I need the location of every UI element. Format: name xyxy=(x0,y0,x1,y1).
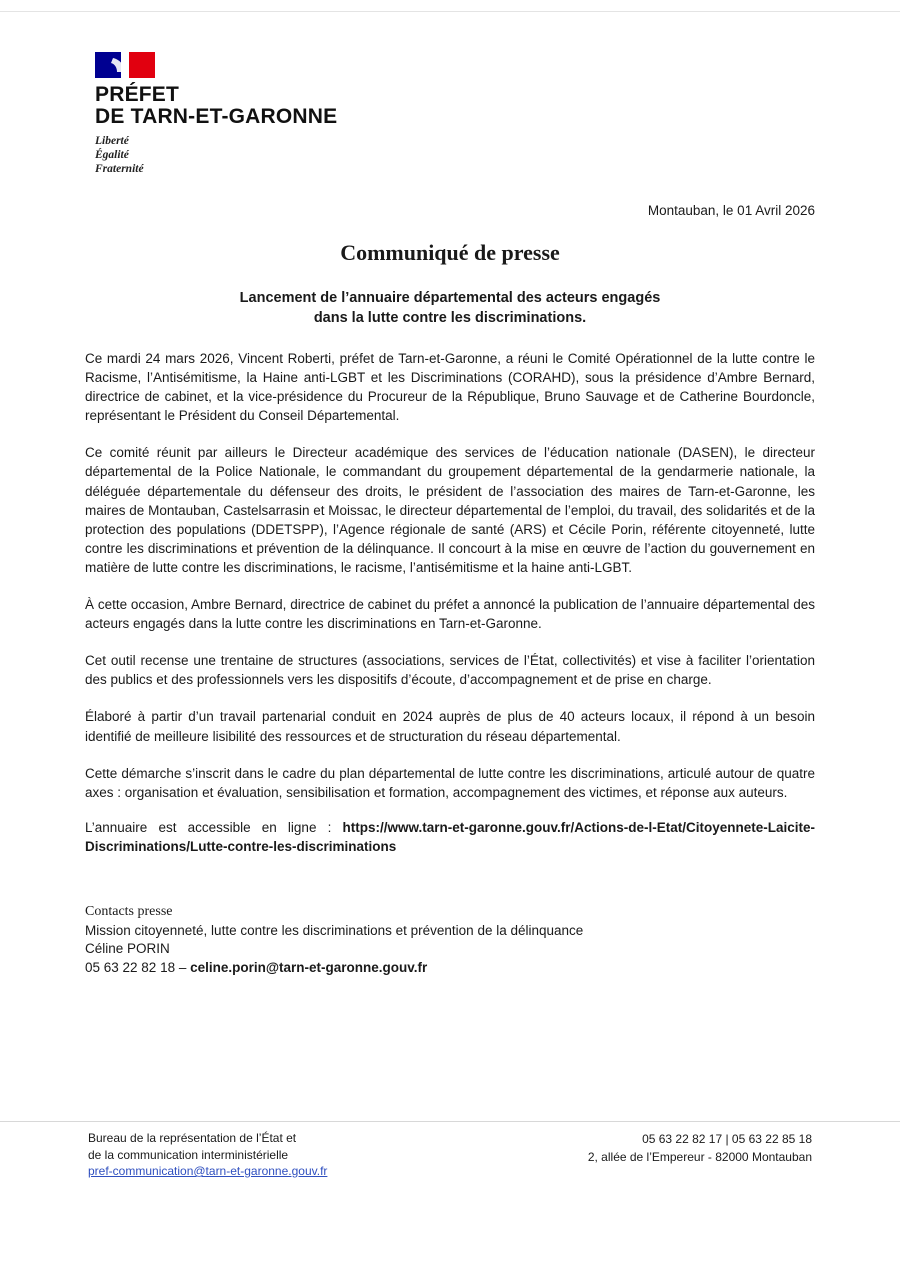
footer-contact-info xyxy=(588,1130,812,1166)
subtitle-line-1: Lancement de l’annuaire départemental des acteurs engagés xyxy=(239,290,661,306)
motto-fraternite: Fraternité xyxy=(95,163,144,175)
prefet-line-2: DE TARN-ET-GARONNE xyxy=(95,105,338,128)
footer-office xyxy=(88,1130,327,1180)
prefecture-header xyxy=(95,52,337,176)
top-divider xyxy=(0,11,900,12)
paragraph-tool-description: Cet outil recense une trentaine de structures (associations, services de l’État, collectivités) et vise à faciliter l’orientation des publics et des professionnels vers les dispositifs d’écoute, d’accompagnement et de prise en charge. xyxy=(85,653,815,688)
footer-divider xyxy=(0,1121,900,1122)
paragraph-departmental-plan: Cette démarche s’inscrit dans le cadre du plan départemental de lutte contre les discriminations, articulé autour de quatre axes : organisation et évaluation, sensibilisation et formation, accompagnement des victimes, et réponse aux auteurs. xyxy=(85,765,815,800)
paragraph-online-access xyxy=(85,818,815,856)
flag-red-band xyxy=(129,52,155,78)
footer-office-line-2: de la communication interministérielle xyxy=(88,1147,289,1162)
contact-line xyxy=(85,959,583,978)
paragraph-annuaire-announcement: À cette occasion, Ambre Bernard, directrice de cabinet du préfet a annoncé la publication de l’annuaire départemental des acteurs engagés dans la lutte contre les discriminations en Tarn-et-Garonne. xyxy=(85,597,815,632)
contact-email-link[interactable]: celine.porin@tarn-et-garonne.gouv.fr xyxy=(190,959,428,975)
footer-email-link[interactable]: pref-communication@tarn-et-garonne.gouv.fr xyxy=(88,1164,328,1178)
online-access-label: L’annuaire est accessible en ligne : xyxy=(85,819,343,835)
subtitle-line-2: dans la lutte contre les discriminations. xyxy=(313,310,587,326)
date-line: Montauban, le 01 Avril 2026 xyxy=(647,203,815,218)
contacts-heading: Contacts presse xyxy=(85,904,173,919)
contact-mission: Mission citoyenneté, lutte contre les discriminations et prévention de la délinquance xyxy=(85,922,584,938)
document-subtitle xyxy=(0,288,900,328)
republic-motto xyxy=(95,134,337,176)
paragraph-committee-members: Ce comité réunit par ailleurs le Directeur académique des services de l’éducation nationale (DASEN), le directeur départemental de la Police Nationale, le commandant du groupement départemental de la gendarmerie nationale, la déléguée départementale du défenseur des droits, le président de l’association des maires de Tarn-et-Garonne, les maires de Montauban, Castelsarrasin et Moissac, le directeur départemental de l’emploi, du travail, des solidarités et de la protection des populations (DDETSPP), l’Agence régionale de santé (ARS) et Cécile Porin, référente citoyenneté, lutte contre les discriminations et prévention de la délinquance. Il concourt à la mise en œuvre de l’action du gouvernement en matière de lutte contre les discriminations, le racisme, l’antisémitisme et la haine anti-LGBT. xyxy=(85,445,815,575)
press-contacts xyxy=(85,903,583,977)
paragraph-partnership-work: Élaboré à partir d’un travail partenarial conduit en 2024 auprès de plus de 40 acteurs locaux, il répond à un besoin identifié de meilleure lisibilité des ressources et de structuration du réseau départemental. xyxy=(85,709,815,744)
marianne-flag-logo xyxy=(95,52,155,78)
paragraph-corahd-meeting: Ce mardi 24 mars 2026, Vincent Roberti, préfet de Tarn-et-Garonne, a réuni le Comité Opérationnel de la lutte contre le Racisme, l’Antisémitisme, la Haine anti-LGBT et les Discriminations (CORAHD), sous la présidence d’Ambre Bernard, directrice de cabinet, et la vice-présidence du Procureur de la République, Bruno Sauvage et de Catherine Bourdoncle, représentant le Président du Conseil Départemental. xyxy=(85,351,815,424)
prefet-line-1: PRÉFET xyxy=(95,83,180,106)
press-release-body xyxy=(85,349,815,874)
motto-egalite: Égalité xyxy=(95,149,129,161)
document-title: Communiqué de presse xyxy=(340,240,560,265)
contact-phone: 05 63 22 82 18 – xyxy=(85,959,191,975)
annuaire-url-link[interactable]: https://www.tarn-et-garonne.gouv.fr/Actions-de-l-Etat/Citoyennete-Laicite-Discriminations/Lutte-contre-les-discriminations xyxy=(85,819,815,854)
contact-name: Céline PORIN xyxy=(85,941,170,956)
footer-office-line-1: Bureau de la représentation de l’État et xyxy=(88,1131,297,1145)
footer-phones: 05 63 22 82 17 | 05 63 22 85 18 xyxy=(642,1132,812,1146)
footer-address: 2, allée de l’Empereur - 82000 Montauban xyxy=(587,1150,812,1164)
motto-liberte: Liberté xyxy=(95,135,129,147)
prefet-title xyxy=(95,84,337,128)
